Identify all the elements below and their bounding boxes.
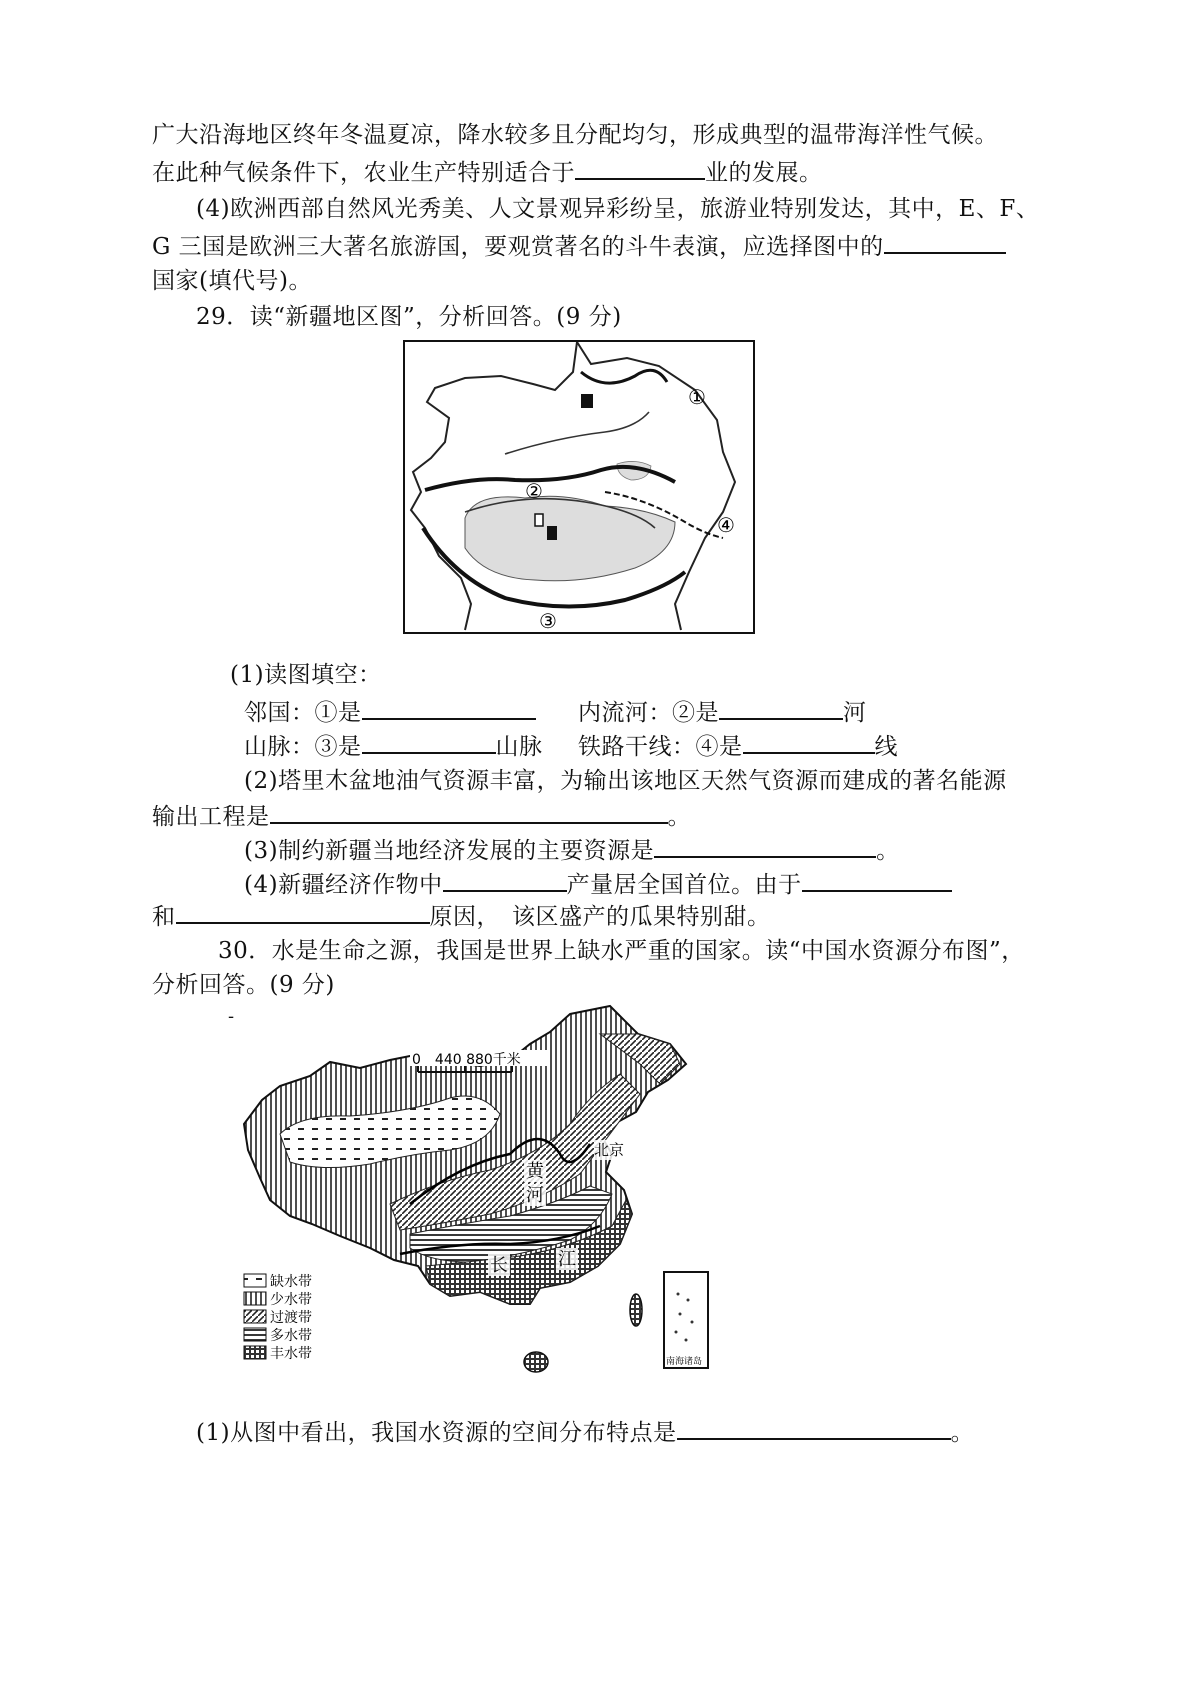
label-chang: 长 [490, 1255, 508, 1276]
q29-mountain-row [244, 730, 543, 762]
q29-sub4-line2-post: 原因， 该区盛产的瓜果特别甜。 [429, 904, 771, 930]
answer-blank-railway[interactable] [743, 730, 875, 754]
q29-railway-label: 铁路干线：④是 [578, 734, 743, 760]
intro-line-1: 广大沿海地区终年冬温夏凉，降水较多且分配均匀，形成典型的温带海洋性气候。 [152, 122, 998, 148]
china-water-map [240, 1004, 740, 1374]
taiwan-island [630, 1294, 642, 1326]
legend-label-2: 过渡带 [270, 1310, 312, 1326]
q29-sub4-line2 [152, 900, 771, 932]
q29-railway-suffix: 线 [874, 734, 898, 760]
q29-sub1: (1)读图填空： [230, 662, 382, 688]
q29-sub3-pre: (3)制约新疆当地经济发展的主要资源是 [244, 838, 655, 864]
q30-dash: - [228, 1006, 235, 1027]
q29-sub2-line2-pre: 输出工程是 [152, 804, 270, 830]
q30-sub1-pre: (1)从图中看出，我国水资源的空间分布特点是 [196, 1420, 677, 1446]
q29-sub3-post: 。 [876, 838, 900, 864]
q30-sub1 [196, 1416, 974, 1448]
oil-field-marker-north [581, 394, 593, 408]
q29-river-row [578, 696, 867, 728]
q29-mountain-suffix: 山脉 [495, 734, 543, 760]
oil-field-marker-south [547, 526, 557, 540]
legend-swatch-rich [244, 1346, 266, 1359]
label-huang: 黄 [526, 1161, 544, 1182]
answer-blank-neighbor[interactable] [362, 696, 536, 720]
label-he: 河 [526, 1185, 544, 1206]
altai-mountains [581, 370, 667, 383]
q29-sub4-line2-pre: 和 [152, 904, 176, 930]
q28-4-line-1: (4)欧洲西部自然风光秀美、人文景观异彩纷呈，旅游业特别发达，其中，E、F、 [196, 196, 1040, 222]
china-water-map-drawing [240, 1004, 740, 1374]
xinjiang-map [403, 340, 755, 634]
map-label-1: ① [688, 385, 706, 409]
q30-line2: 分析回答。(9 分) [152, 972, 335, 998]
answer-blank-water-distribution[interactable] [677, 1416, 951, 1440]
legend-label-0: 缺水带 [270, 1274, 312, 1290]
intro-line-2-pre: 在此种气候条件下，农业生产特别适合于 [152, 160, 575, 186]
q30-sub1-post: 。 [950, 1420, 975, 1446]
q29-railway-row [578, 730, 898, 762]
q30-line1: 30．水是生命之源，我国是世界上缺水严重的国家。读“中国水资源分布图”， [218, 938, 1025, 964]
q29-sub2-line1: (2)塔里木盆地油气资源丰富，为输出该地区天然气资源而建成的著名能源 [244, 768, 1007, 794]
legend-swatch-transition [244, 1310, 266, 1323]
q28-4-line-2-pre: G 三国是欧洲三大著名旅游国，要观赏著名的斗牛表演，应选择图中的 [152, 234, 884, 260]
q29-sub2-line2-post: 。 [667, 804, 691, 830]
legend-swatch-low [244, 1292, 266, 1305]
answer-blank-agriculture[interactable] [575, 156, 705, 180]
south-china-sea-inset [664, 1272, 708, 1368]
q29-river-suffix: 河 [843, 700, 867, 726]
label-beijing: 北京 [594, 1141, 625, 1159]
q29-neighbor-label: 邻国：①是 [244, 700, 362, 726]
answer-blank-resource[interactable] [654, 834, 876, 858]
tarim-basin-desert [465, 496, 675, 581]
q28-4-line-2 [152, 230, 1006, 262]
q29-river-label: 内流河：②是 [578, 700, 719, 726]
oil-field-marker-outline [535, 514, 543, 526]
label-jiang: 江 [558, 1249, 576, 1270]
answer-blank-mountain[interactable] [362, 730, 496, 754]
legend-swatch-shortage [244, 1274, 266, 1287]
q29-sub2-line2 [152, 800, 691, 832]
q29-title: 29．读“新疆地区图”，分析回答。(9 分) [196, 304, 622, 330]
intro-line-2 [152, 156, 823, 188]
xinjiang-map-drawing [405, 342, 753, 632]
legend-swatch-abundant [244, 1328, 266, 1341]
answer-blank-country[interactable] [884, 230, 1006, 254]
q29-sub4-pre: (4)新疆经济作物中 [244, 872, 443, 898]
answer-blank-reason-1[interactable] [802, 868, 952, 892]
intro-line-2-post: 业的发展。 [705, 160, 823, 186]
q29-neighbor-row [244, 696, 536, 728]
hainan-island [524, 1352, 548, 1372]
answer-blank-river[interactable] [719, 696, 843, 720]
q29-sub4-line1 [244, 868, 952, 900]
q29-sub4-mid: 产量居全国首位。由于 [566, 872, 802, 898]
ili-river [505, 412, 649, 454]
inset-label: 南海诸岛 [666, 1357, 703, 1367]
q29-mountain-label: 山脉：③是 [244, 734, 362, 760]
legend-label-4: 丰水带 [270, 1346, 312, 1362]
q28-4-line-3: 国家(填代号)。 [152, 268, 312, 294]
legend-label-3: 多水带 [270, 1328, 312, 1344]
legend-label-1: 少水带 [270, 1292, 312, 1308]
answer-blank-energy-project[interactable] [270, 800, 668, 824]
answer-blank-crop[interactable] [443, 868, 567, 892]
scale-text: 0 440 880千米 [412, 1052, 521, 1068]
answer-blank-reason-2[interactable] [176, 900, 430, 924]
map-legend [244, 1273, 312, 1362]
map-label-2: ② [525, 479, 543, 503]
q29-sub3 [244, 834, 900, 866]
map-label-3: ③ [539, 609, 557, 632]
map-label-4: ④ [717, 513, 735, 537]
